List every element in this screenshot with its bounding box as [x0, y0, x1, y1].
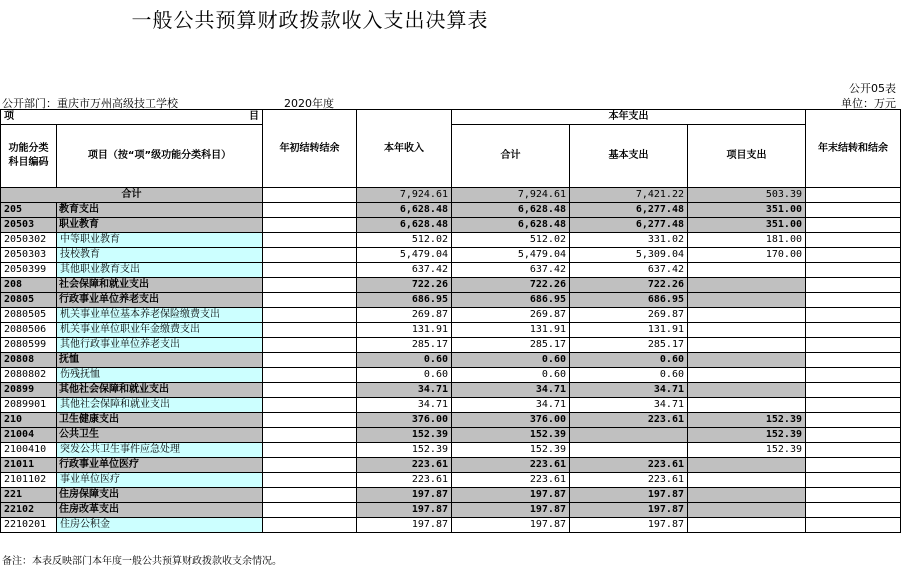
cell-project: 181.00: [688, 233, 806, 248]
cell-project: [688, 293, 806, 308]
table-row: [1, 383, 901, 398]
cell-income: 686.95: [357, 293, 452, 308]
cell-code: 2080599: [1, 338, 57, 353]
cell-total: 152.39: [452, 443, 570, 458]
cell-name: 行政事业单位养老支出: [57, 293, 263, 308]
cell-project: [688, 278, 806, 293]
header-item-cell: [1, 110, 263, 125]
cell-end: [806, 338, 901, 353]
cell-total: 131.91: [452, 323, 570, 338]
header-begin-balance: 年初结转结余: [263, 110, 357, 188]
cell-begin: [263, 308, 357, 323]
cell-name: 机关事业单位基本养老保险缴费支出: [57, 308, 263, 323]
cell-basic: 6,277.48: [570, 218, 688, 233]
cell-basic: 637.42: [570, 263, 688, 278]
cell-income: 6,628.48: [357, 218, 452, 233]
table-row: [1, 323, 901, 338]
cell-end: [806, 428, 901, 443]
cell-begin: [263, 353, 357, 368]
table-row: [1, 353, 901, 368]
cell-end: [806, 233, 901, 248]
header-item: 项: [4, 111, 14, 122]
footnote: 备注：本表反映部门本年度一般公共预算财政拨款收支余情况。: [2, 556, 282, 567]
cell-basic: 197.87: [570, 518, 688, 533]
cell-name: 事业单位医疗: [57, 473, 263, 488]
table-row: [1, 503, 901, 518]
cell-name: 住房保障支出: [57, 488, 263, 503]
cell-total: 6,628.48: [452, 218, 570, 233]
cell-basic: 34.71: [570, 383, 688, 398]
cell-project: 503.39: [688, 188, 806, 203]
cell-code: 20808: [1, 353, 57, 368]
cell-begin: [263, 218, 357, 233]
cell-project: [688, 353, 806, 368]
cell-basic: 223.61: [570, 473, 688, 488]
cell-basic: 197.87: [570, 503, 688, 518]
cell-code: 2089901: [1, 398, 57, 413]
cell-income: 131.91: [357, 323, 452, 338]
cell-end: [806, 353, 901, 368]
cell-code: 20503: [1, 218, 57, 233]
cell-basic: 7,421.22: [570, 188, 688, 203]
cell-project: [688, 473, 806, 488]
cell-name: 抚恤: [57, 353, 263, 368]
cell-income: 197.87: [357, 503, 452, 518]
cell-income: 197.87: [357, 518, 452, 533]
cell-basic: 269.87: [570, 308, 688, 323]
cell-total: 223.61: [452, 458, 570, 473]
cell-project: 351.00: [688, 218, 806, 233]
cell-end: [806, 263, 901, 278]
report-title: 一般公共预算财政拨款收入支出决算表: [131, 8, 489, 32]
cell-total: 6,628.48: [452, 203, 570, 218]
cell-basic: 686.95: [570, 293, 688, 308]
cell-code: 2210201: [1, 518, 57, 533]
table-row: [1, 338, 901, 353]
cell-income: 6,628.48: [357, 203, 452, 218]
fiscal-year: 2020年度: [284, 97, 334, 110]
table-row: [1, 458, 901, 473]
header-total: 合计: [452, 125, 570, 188]
table-row: [1, 518, 901, 533]
cell-begin: [263, 443, 357, 458]
cell-name: 中等职业教育: [57, 233, 263, 248]
cell-income: 152.39: [357, 428, 452, 443]
cell-total: 376.00: [452, 413, 570, 428]
cell-end: [806, 248, 901, 263]
cell-project: 351.00: [688, 203, 806, 218]
cell-income: 223.61: [357, 473, 452, 488]
cell-basic: 197.87: [570, 488, 688, 503]
cell-name: 其他社会保障和就业支出: [57, 398, 263, 413]
cell-income: 152.39: [357, 443, 452, 458]
cell-income: 223.61: [357, 458, 452, 473]
cell-code: 2050302: [1, 233, 57, 248]
cell-end: [806, 398, 901, 413]
cell-total: 197.87: [452, 518, 570, 533]
cell-end: [806, 518, 901, 533]
cell-code: 2080506: [1, 323, 57, 338]
cell-begin: [263, 383, 357, 398]
header-project: 项目支出: [688, 125, 806, 188]
table-row: [1, 413, 901, 428]
cell-basic: 5,309.04: [570, 248, 688, 263]
cell-begin: [263, 503, 357, 518]
cell-code: 205: [1, 203, 57, 218]
header-basic: 基本支出: [570, 125, 688, 188]
cell-project: [688, 503, 806, 518]
cell-income: 34.71: [357, 383, 452, 398]
cell-income: 269.87: [357, 308, 452, 323]
cell-code: 2080505: [1, 308, 57, 323]
cell-basic: 34.71: [570, 398, 688, 413]
cell-total: 5,479.04: [452, 248, 570, 263]
cell-total: 34.71: [452, 383, 570, 398]
cell-income: 722.26: [357, 278, 452, 293]
cell-end: [806, 218, 901, 233]
header-income: 本年收入: [357, 110, 452, 188]
cell-code: 22102: [1, 503, 57, 518]
cell-name: 伤残抚恤: [57, 368, 263, 383]
cell-basic: 223.61: [570, 458, 688, 473]
header-name: 项目（按“项”级功能分类科目）: [57, 125, 263, 188]
table-row: [1, 398, 901, 413]
header-expense: 本年支出: [452, 110, 806, 125]
cell-basic: 0.60: [570, 368, 688, 383]
cell-end: [806, 383, 901, 398]
cell-end: [806, 458, 901, 473]
cell-basic: [570, 428, 688, 443]
cell-end: [806, 323, 901, 338]
cell-code: 208: [1, 278, 57, 293]
cell-begin: [263, 293, 357, 308]
cell-code: 20805: [1, 293, 57, 308]
cell-name: 住房改革支出: [57, 503, 263, 518]
table-row: [1, 473, 901, 488]
cell-income: 7,924.61: [357, 188, 452, 203]
cell-begin: [263, 263, 357, 278]
cell-project: [688, 338, 806, 353]
sheet-number: 公开05表: [849, 82, 896, 95]
cell-income: 0.60: [357, 368, 452, 383]
cell-project: [688, 308, 806, 323]
table-row: [1, 233, 901, 248]
cell-code: 21004: [1, 428, 57, 443]
cell-total: 686.95: [452, 293, 570, 308]
cell-begin: [263, 203, 357, 218]
header-item-right: 目: [249, 111, 259, 122]
cell-end: [806, 278, 901, 293]
sum-label: 合计: [1, 188, 263, 203]
cell-income: 512.02: [357, 233, 452, 248]
cell-code: 221: [1, 488, 57, 503]
cell-name: 其他行政事业单位养老支出: [57, 338, 263, 353]
cell-end: [806, 473, 901, 488]
cell-total: 223.61: [452, 473, 570, 488]
cell-project: 152.39: [688, 428, 806, 443]
cell-code: 20899: [1, 383, 57, 398]
cell-basic: 331.02: [570, 233, 688, 248]
cell-project: [688, 458, 806, 473]
cell-project: [688, 383, 806, 398]
cell-project: [688, 398, 806, 413]
cell-basic: [570, 443, 688, 458]
header-end-balance: 年末结转和结余: [806, 110, 901, 188]
cell-income: 0.60: [357, 353, 452, 368]
cell-basic: 223.61: [570, 413, 688, 428]
cell-code: 2100410: [1, 443, 57, 458]
cell-end: [806, 293, 901, 308]
table-row: [1, 248, 901, 263]
cell-project: 152.39: [688, 413, 806, 428]
cell-begin: [263, 233, 357, 248]
table-row: [1, 368, 901, 383]
cell-project: 170.00: [688, 248, 806, 263]
cell-project: 152.39: [688, 443, 806, 458]
cell-income: 376.00: [357, 413, 452, 428]
cell-code: 210: [1, 413, 57, 428]
cell-code: 21011: [1, 458, 57, 473]
sum-row: [1, 188, 901, 203]
cell-code: 2080802: [1, 368, 57, 383]
table-row: [1, 218, 901, 233]
cell-income: 197.87: [357, 488, 452, 503]
cell-end: [806, 203, 901, 218]
cell-code: 2050399: [1, 263, 57, 278]
cell-code: 2050303: [1, 248, 57, 263]
cell-total: 722.26: [452, 278, 570, 293]
cell-begin: [263, 248, 357, 263]
cell-name: 技校教育: [57, 248, 263, 263]
cell-end: [806, 443, 901, 458]
cell-name: 住房公积金: [57, 518, 263, 533]
cell-project: [688, 488, 806, 503]
cell-total: 512.02: [452, 233, 570, 248]
cell-name: 卫生健康支出: [57, 413, 263, 428]
table-row: [1, 278, 901, 293]
cell-name: 社会保障和就业支出: [57, 278, 263, 293]
cell-name: 行政事业单位医疗: [57, 458, 263, 473]
cell-end: [806, 488, 901, 503]
cell-total: 637.42: [452, 263, 570, 278]
table-row: [1, 308, 901, 323]
cell-name: 教育支出: [57, 203, 263, 218]
table-row: [1, 203, 901, 218]
header-code: 功能分类科目编码: [1, 125, 57, 188]
cell-total: 7,924.61: [452, 188, 570, 203]
cell-name: 公共卫生: [57, 428, 263, 443]
cell-name: 机关事业单位职业年金缴费支出: [57, 323, 263, 338]
cell-total: 269.87: [452, 308, 570, 323]
cell-end: [806, 308, 901, 323]
cell-name: 突发公共卫生事件应急处理: [57, 443, 263, 458]
cell-begin: [263, 188, 357, 203]
cell-project: [688, 368, 806, 383]
cell-end: [806, 413, 901, 428]
cell-income: 285.17: [357, 338, 452, 353]
table-row: [1, 263, 901, 278]
cell-project: [688, 263, 806, 278]
table-row: [1, 293, 901, 308]
cell-end: [806, 503, 901, 518]
cell-income: 5,479.04: [357, 248, 452, 263]
cell-begin: [263, 413, 357, 428]
cell-name: 其他社会保障和就业支出: [57, 383, 263, 398]
cell-total: 152.39: [452, 428, 570, 443]
cell-begin: [263, 278, 357, 293]
cell-begin: [263, 428, 357, 443]
cell-basic: 131.91: [570, 323, 688, 338]
cell-income: 34.71: [357, 398, 452, 413]
cell-project: [688, 323, 806, 338]
cell-basic: 722.26: [570, 278, 688, 293]
cell-total: 285.17: [452, 338, 570, 353]
cell-code: 2101102: [1, 473, 57, 488]
cell-project: [688, 518, 806, 533]
cell-begin: [263, 338, 357, 353]
department-label: 公开部门：重庆市万州高级技工学校: [2, 97, 178, 110]
cell-name: 其他职业教育支出: [57, 263, 263, 278]
cell-end: [806, 368, 901, 383]
cell-begin: [263, 368, 357, 383]
cell-begin: [263, 488, 357, 503]
unit-label: 单位：万元: [841, 97, 896, 110]
cell-total: 197.87: [452, 503, 570, 518]
cell-total: 0.60: [452, 353, 570, 368]
cell-basic: 0.60: [570, 353, 688, 368]
budget-table: [0, 109, 901, 533]
cell-basic: 285.17: [570, 338, 688, 353]
cell-total: 0.60: [452, 368, 570, 383]
cell-basic: 6,277.48: [570, 203, 688, 218]
cell-total: 34.71: [452, 398, 570, 413]
cell-end: [806, 188, 901, 203]
cell-begin: [263, 398, 357, 413]
cell-begin: [263, 518, 357, 533]
table-row: [1, 443, 901, 458]
cell-begin: [263, 458, 357, 473]
cell-begin: [263, 323, 357, 338]
table-row: [1, 488, 901, 503]
cell-name: 职业教育: [57, 218, 263, 233]
cell-begin: [263, 473, 357, 488]
table-row: [1, 428, 901, 443]
cell-total: 197.87: [452, 488, 570, 503]
cell-income: 637.42: [357, 263, 452, 278]
